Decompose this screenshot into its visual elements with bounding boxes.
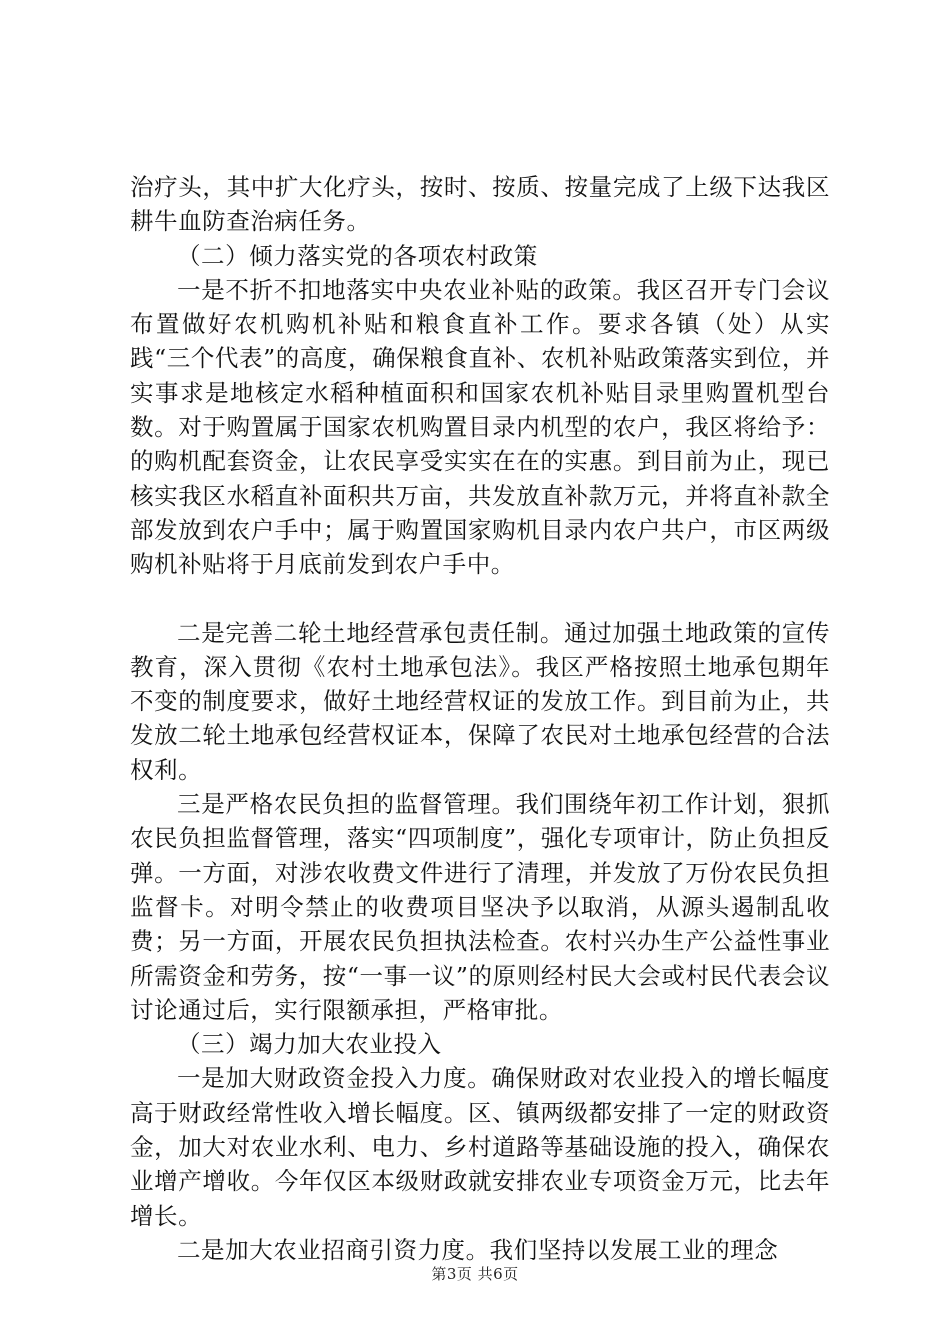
paragraph-continuation: 治疗头，其中扩大化疗头，按时、按质、按量完成了上级下达我区耕牛血防查治病任务。 bbox=[130, 173, 830, 236]
document-body bbox=[130, 170, 830, 1267]
paragraph-investment-attraction: 二是加大农业招商引资力度。我们坚持以发展工业的理念 bbox=[177, 1235, 779, 1264]
paragraph-subsidy-policy: 一是不折不扣地落实中央农业补贴的政策。我区召开专门会议布置做好农机购机补贴和粮食直补工作。要求各镇（处）从实践“三个代表”的高度，确保粮食直补、农机补贴政策落实到位，并实事求是地核定水稻种植面积和国家农机补贴目录里购置机型台数。对于购置属于国家农机购置目录内机型的农户，我区将给予：的购机配套资金，让农民享受实实在在的实惠。到目前为止，现已核实我区水稻直补面积共万亩，共发放直补款万元，并将直补款全部发放到农户手中；属于购置国家购机目录内农户共户，市区两级购机补贴将于月底前发到农户手中。 bbox=[130, 275, 830, 579]
page-footer: 第3页 共6页 bbox=[431, 1265, 519, 1283]
paragraph-land-contract: 二是完善二轮土地经营承包责任制。通过加强土地政策的宣传教育，深入贯彻《农村土地承包法》。我区严格按照土地承包期年不变的制度要求，做好土地经营权证的发放工作。到目前为止，共发放二轮土地承包经营权证本，保障了农民对土地承包经营的合法权利。 bbox=[130, 618, 830, 784]
section-heading-3: （三）竭力加大农业投入 bbox=[177, 1030, 442, 1059]
paragraph-farmer-burden: 三是严格农民负担的监督管理。我们围绕年初工作计划，狠抓农民负担监督管理，落实“四项制度”，强化专项审计，防止负担反弹。一方面，对涉农收费文件进行了清理，并发放了万份农民负担监督卡。对明令禁止的收费项目坚决予以取消，从源头遏制乱收费；另一方面，开展农民负担执法检查。农村兴办生产公益性事业所需资金和劳务，按“一事一议”的原则经村民大会或村民代表会议讨论通过后，实行限额承担，严格审批。 bbox=[130, 790, 830, 1024]
section-heading-2: （二）倾力落实党的各项农村政策 bbox=[177, 241, 538, 270]
paragraph-fiscal-investment: 一是加大财政资金投入力度。确保财政对农业投入的增长幅度高于财政经常性收入增长幅度。区、镇两级都安排了一定的财政资金，加大对农业水利、电力、乡村道路等基础设施的投入，确保农业增产增收。今年仅区本级财政就安排农业专项资金万元，比去年增长。 bbox=[130, 1064, 830, 1230]
